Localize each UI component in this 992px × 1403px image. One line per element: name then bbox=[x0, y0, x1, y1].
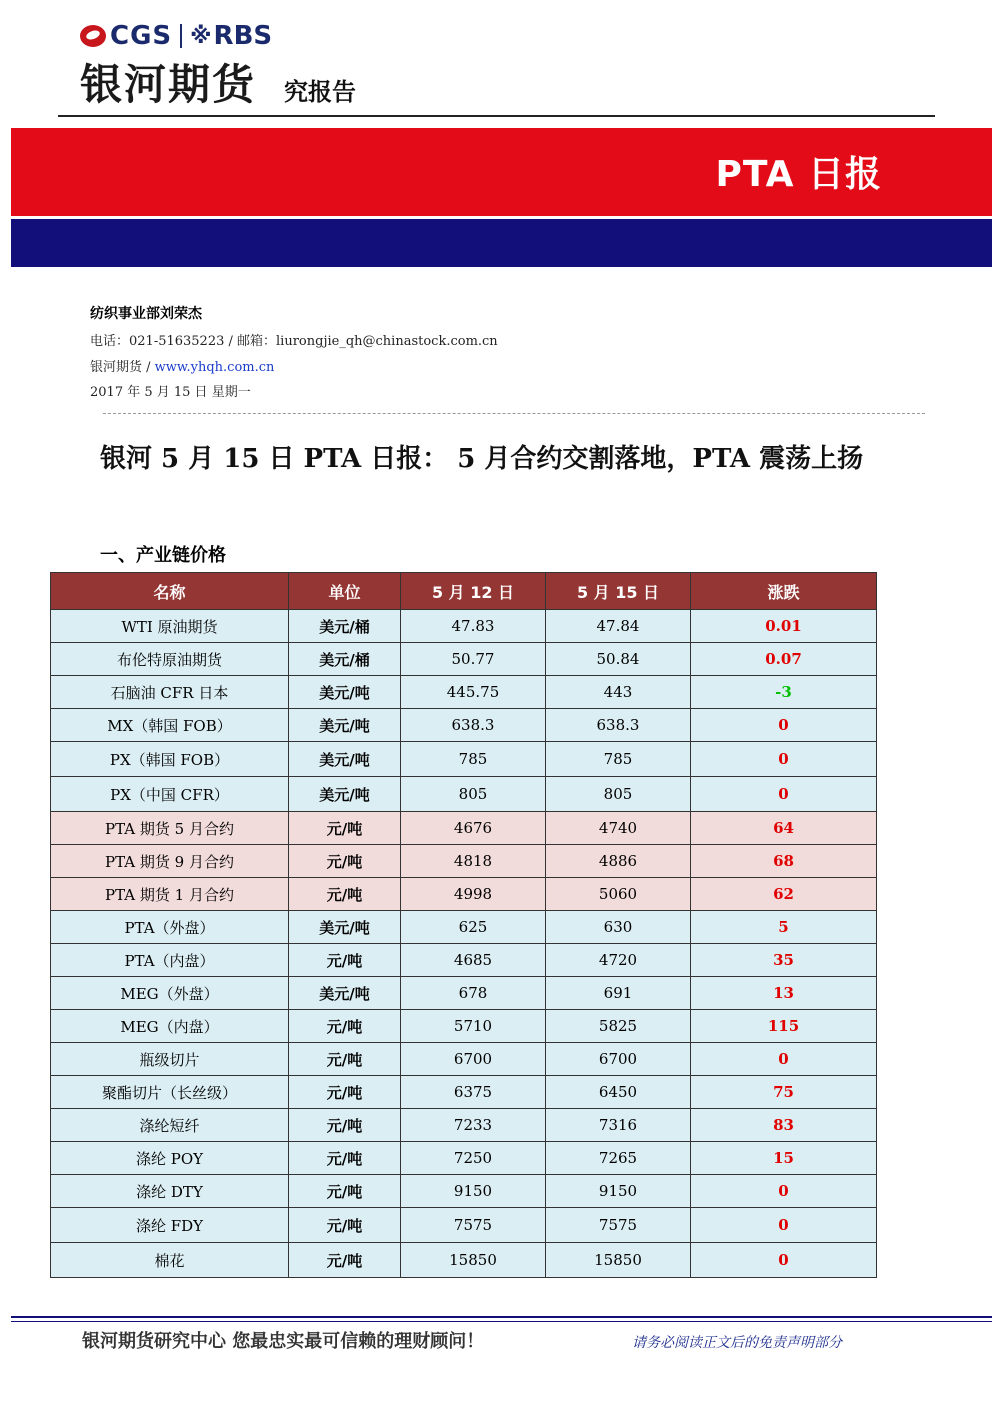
footer-rule bbox=[11, 1316, 992, 1318]
cell-date1: 4685 bbox=[401, 944, 546, 977]
table-row bbox=[51, 1175, 877, 1208]
logo-divider bbox=[180, 24, 182, 48]
cell-change: 0 bbox=[691, 1043, 877, 1076]
cell-date2: 47.84 bbox=[546, 610, 691, 643]
website-link[interactable]: www.yhqh.com.cn bbox=[154, 360, 275, 375]
cell-date1: 4676 bbox=[401, 812, 546, 845]
banner-blue-band bbox=[11, 219, 992, 267]
cell-name: MEG（外盘） bbox=[51, 977, 289, 1010]
cell-change: 68 bbox=[691, 845, 877, 878]
cell-date2: 5060 bbox=[546, 878, 691, 911]
table-row bbox=[51, 977, 877, 1010]
cell-name: 瓶级切片 bbox=[51, 1043, 289, 1076]
cell-name: 涤纶 FDY bbox=[51, 1208, 289, 1243]
cell-change: 115 bbox=[691, 1010, 877, 1043]
cell-unit: 元/吨 bbox=[289, 1109, 401, 1142]
cell-unit: 美元/吨 bbox=[289, 977, 401, 1010]
cell-name: MX（韩国 FOB） bbox=[51, 709, 289, 742]
cell-name: PTA（外盘） bbox=[51, 911, 289, 944]
cell-date2: 785 bbox=[546, 742, 691, 777]
col-header-unit: 单位 bbox=[289, 573, 401, 610]
author-line: 纺织事业部刘荣杰 bbox=[90, 306, 202, 322]
cell-date2: 4720 bbox=[546, 944, 691, 977]
cgs-rbs-logo bbox=[80, 22, 272, 50]
cell-name: WTI 原油期货 bbox=[51, 610, 289, 643]
footer-rule-thin bbox=[11, 1321, 992, 1322]
table-row bbox=[51, 812, 877, 845]
table-row bbox=[51, 1010, 877, 1043]
logo-rbs-text: RBS bbox=[213, 21, 273, 51]
cell-name: 涤纶 DTY bbox=[51, 1175, 289, 1208]
cell-unit: 元/吨 bbox=[289, 1142, 401, 1175]
cell-unit: 美元/吨 bbox=[289, 777, 401, 812]
cell-change: 0 bbox=[691, 1243, 877, 1278]
cell-unit: 美元/吨 bbox=[289, 709, 401, 742]
report-title: PTA 日报 bbox=[715, 154, 882, 195]
cell-name: 棉花 bbox=[51, 1243, 289, 1278]
cell-date2: 691 bbox=[546, 977, 691, 1010]
cell-unit: 美元/桶 bbox=[289, 610, 401, 643]
cell-change: 0 bbox=[691, 1175, 877, 1208]
cell-unit: 元/吨 bbox=[289, 1243, 401, 1278]
cell-date1: 6700 bbox=[401, 1043, 546, 1076]
website-line bbox=[90, 356, 274, 375]
cell-unit: 元/吨 bbox=[289, 812, 401, 845]
cell-date1: 7233 bbox=[401, 1109, 546, 1142]
cell-date1: 7575 bbox=[401, 1208, 546, 1243]
cell-date2: 7265 bbox=[546, 1142, 691, 1175]
brand-subtitle: 究报告 bbox=[284, 78, 356, 106]
cell-name: PTA（内盘） bbox=[51, 944, 289, 977]
cell-name: PTA 期货 5 月合约 bbox=[51, 812, 289, 845]
cell-unit: 美元/桶 bbox=[289, 643, 401, 676]
website-prefix: 银河期货 / bbox=[90, 360, 155, 375]
cgs-swirl-icon bbox=[80, 25, 106, 47]
col-header-date2: 5 月 15 日 bbox=[546, 573, 691, 610]
cell-name: 布伦特原油期货 bbox=[51, 643, 289, 676]
cell-unit: 元/吨 bbox=[289, 1208, 401, 1243]
cell-date1: 5710 bbox=[401, 1010, 546, 1043]
cell-name: PX（韩国 FOB） bbox=[51, 742, 289, 777]
cell-unit: 元/吨 bbox=[289, 1076, 401, 1109]
cell-unit: 美元/吨 bbox=[289, 676, 401, 709]
cell-date1: 47.83 bbox=[401, 610, 546, 643]
cell-name: PTA 期货 9 月合约 bbox=[51, 845, 289, 878]
cell-date2: 805 bbox=[546, 777, 691, 812]
rbs-mark-icon: ※ bbox=[190, 23, 212, 49]
brand-name: 银河期货 bbox=[80, 60, 257, 109]
cell-unit: 元/吨 bbox=[289, 1010, 401, 1043]
cell-date1: 7250 bbox=[401, 1142, 546, 1175]
cell-name: 石脑油 CFR 日本 bbox=[51, 676, 289, 709]
section-title: 一、产业链价格 bbox=[100, 545, 226, 566]
cell-date1: 15850 bbox=[401, 1243, 546, 1278]
col-header-change: 涨跌 bbox=[691, 573, 877, 610]
cell-change: 64 bbox=[691, 812, 877, 845]
table-row bbox=[51, 709, 877, 742]
cell-date2: 630 bbox=[546, 911, 691, 944]
table-row bbox=[51, 845, 877, 878]
table-row bbox=[51, 742, 877, 777]
cell-name: PTA 期货 1 月合约 bbox=[51, 878, 289, 911]
cell-change: 62 bbox=[691, 878, 877, 911]
cell-date2: 6700 bbox=[546, 1043, 691, 1076]
col-header-date1: 5 月 12 日 bbox=[401, 573, 546, 610]
cell-change: 75 bbox=[691, 1076, 877, 1109]
cell-date1: 445.75 bbox=[401, 676, 546, 709]
cell-date2: 50.84 bbox=[546, 643, 691, 676]
price-table bbox=[50, 572, 877, 1278]
cell-date2: 7316 bbox=[546, 1109, 691, 1142]
table-row bbox=[51, 1043, 877, 1076]
cell-unit: 美元/吨 bbox=[289, 911, 401, 944]
table-row bbox=[51, 1208, 877, 1243]
cell-name: PX（中国 CFR） bbox=[51, 777, 289, 812]
table-row bbox=[51, 777, 877, 812]
cell-date1: 805 bbox=[401, 777, 546, 812]
cell-date1: 50.77 bbox=[401, 643, 546, 676]
table-row bbox=[51, 1243, 877, 1278]
cell-change: 0 bbox=[691, 742, 877, 777]
table-row bbox=[51, 911, 877, 944]
table-row bbox=[51, 676, 877, 709]
cell-change: 0.01 bbox=[691, 610, 877, 643]
dashed-divider bbox=[103, 413, 925, 414]
cell-date2: 443 bbox=[546, 676, 691, 709]
logo-cgs-text: CGS bbox=[110, 21, 173, 51]
cell-date2: 4740 bbox=[546, 812, 691, 845]
header-divider bbox=[58, 115, 935, 117]
cell-change: 5 bbox=[691, 911, 877, 944]
cell-date2: 4886 bbox=[546, 845, 691, 878]
table-row bbox=[51, 643, 877, 676]
cell-change: 0.07 bbox=[691, 643, 877, 676]
cell-name: 聚酯切片（长丝级） bbox=[51, 1076, 289, 1109]
cell-date2: 7575 bbox=[546, 1208, 691, 1243]
cell-date1: 785 bbox=[401, 742, 546, 777]
cell-change: 0 bbox=[691, 777, 877, 812]
headline: 银河 5 月 15 日 PTA 日报： 5 月合约交割落地，PTA 震荡上扬 bbox=[100, 444, 864, 474]
cell-change: 83 bbox=[691, 1109, 877, 1142]
footer-slogan: 银河期货研究中心 您最忠实最可信赖的理财顾问！ bbox=[82, 1331, 485, 1352]
cell-name: MEG（内盘） bbox=[51, 1010, 289, 1043]
col-header-name: 名称 bbox=[51, 573, 289, 610]
table-body bbox=[51, 610, 877, 1278]
cell-change: 0 bbox=[691, 1208, 877, 1243]
cell-unit: 元/吨 bbox=[289, 1175, 401, 1208]
cell-date1: 4818 bbox=[401, 845, 546, 878]
cell-change: 0 bbox=[691, 709, 877, 742]
cell-date1: 678 bbox=[401, 977, 546, 1010]
cell-date1: 6375 bbox=[401, 1076, 546, 1109]
cell-unit: 元/吨 bbox=[289, 845, 401, 878]
cell-date1: 638.3 bbox=[401, 709, 546, 742]
cell-date2: 9150 bbox=[546, 1175, 691, 1208]
cell-date2: 15850 bbox=[546, 1243, 691, 1278]
cell-name: 涤纶短纤 bbox=[51, 1109, 289, 1142]
cell-unit: 美元/吨 bbox=[289, 742, 401, 777]
cell-change: 35 bbox=[691, 944, 877, 977]
cell-date1: 4998 bbox=[401, 878, 546, 911]
contact-line: 电话：021-51635223 / 邮箱：liurongjie_qh@chinastock.com.cn bbox=[90, 334, 498, 349]
table-row bbox=[51, 878, 877, 911]
cell-date1: 9150 bbox=[401, 1175, 546, 1208]
table-header-row bbox=[51, 573, 877, 610]
cell-date2: 5825 bbox=[546, 1010, 691, 1043]
table-row bbox=[51, 1142, 877, 1175]
cell-date2: 638.3 bbox=[546, 709, 691, 742]
table-row bbox=[51, 944, 877, 977]
cell-date2: 6450 bbox=[546, 1076, 691, 1109]
cell-name: 涤纶 POY bbox=[51, 1142, 289, 1175]
footer-disclaimer: 请务必阅读正文后的免责声明部分 bbox=[632, 1335, 842, 1351]
table-row bbox=[51, 610, 877, 643]
cell-change: -3 bbox=[691, 676, 877, 709]
cell-unit: 元/吨 bbox=[289, 1043, 401, 1076]
table-row bbox=[51, 1109, 877, 1142]
report-date: 2017 年 5 月 15 日 星期一 bbox=[90, 385, 251, 400]
cell-date1: 625 bbox=[401, 911, 546, 944]
table-row bbox=[51, 1076, 877, 1109]
cell-unit: 元/吨 bbox=[289, 944, 401, 977]
cell-change: 15 bbox=[691, 1142, 877, 1175]
cell-unit: 元/吨 bbox=[289, 878, 401, 911]
cell-change: 13 bbox=[691, 977, 877, 1010]
